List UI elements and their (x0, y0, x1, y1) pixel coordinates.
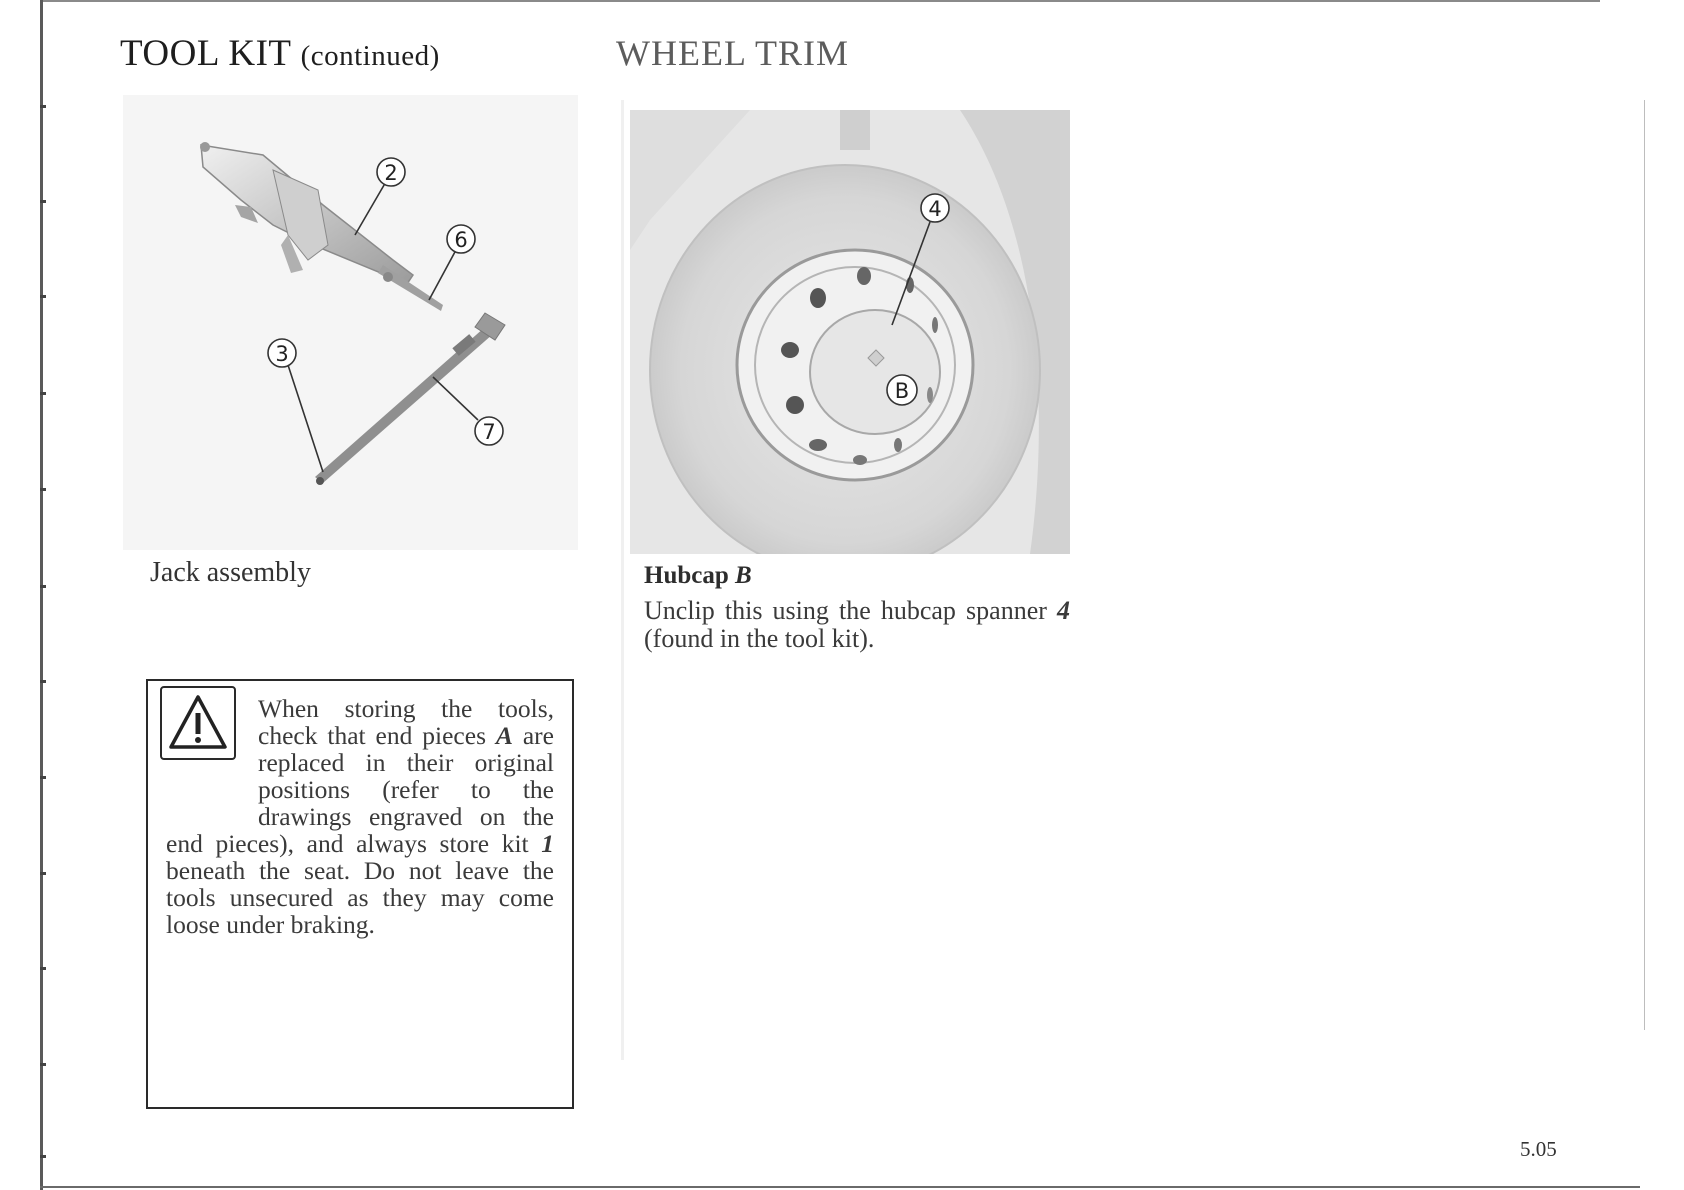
hubcap-caption-ref: B (735, 562, 752, 589)
hubcap-caption-title: Hubcap (644, 562, 729, 589)
callout-6 (447, 225, 475, 253)
binding-tick (40, 776, 46, 779)
callout-label: 3 (275, 342, 289, 366)
binding-tick (40, 392, 46, 395)
callout-7 (475, 417, 503, 445)
callout-label: B (894, 379, 910, 403)
hubcap-figure (630, 110, 1070, 554)
heading-sub: (continued) (300, 40, 440, 72)
hubcap-caption (644, 562, 752, 590)
binding-tick (40, 585, 46, 588)
callout-label: 2 (384, 161, 398, 185)
callout-label: 7 (482, 420, 496, 444)
page-border-top (40, 0, 1600, 2)
warning-text-part: beneath the seat. Do not leave the tools unsecured as they may come loose under braking. (166, 856, 554, 939)
binding-tick (40, 105, 46, 108)
warning-box (146, 679, 574, 1109)
callout-label: 6 (454, 228, 468, 252)
hubcap-text-part: (found in the tool kit). (644, 624, 875, 653)
hubcap-ref-4: 4 (1057, 596, 1070, 625)
binding-tick (40, 967, 46, 970)
callout-4 (921, 194, 949, 222)
callout-b (887, 375, 917, 405)
wheel-rim-illustration (737, 250, 973, 480)
jack-illustration (200, 142, 443, 311)
hubcap-text-part: Unclip this using the hubcap spanner (644, 596, 1057, 625)
binding-tick (40, 680, 46, 683)
page-border-right (1644, 100, 1645, 1030)
heading-main: TOOL KIT (120, 33, 291, 74)
warning-icon (160, 686, 236, 760)
binding-tick (40, 1063, 46, 1066)
warning-text-part: When storing the tools, check that end pieces (258, 694, 554, 750)
page-title-tool-kit (120, 32, 440, 75)
hubcap-instructions (644, 597, 1070, 653)
column-divider (621, 100, 624, 1060)
binding-tick (40, 488, 46, 491)
jack-assembly-figure (123, 95, 578, 550)
jack-assembly-caption: Jack assembly (150, 557, 311, 588)
page-title-wheel-trim: WHEEL TRIM (616, 33, 849, 73)
jack-handle-illustration (315, 313, 505, 485)
binding-tick (40, 295, 46, 298)
binding-tick (40, 1155, 46, 1158)
warning-text-part: are replaced in their original positions (refer to the drawings engraved on the end pieces), and always store kit (166, 721, 554, 858)
callout-label: 4 (928, 197, 942, 221)
warning-ref-a: A (495, 721, 513, 750)
callout-2 (377, 158, 405, 186)
callout-3 (268, 339, 296, 367)
binding-tick (40, 200, 46, 203)
page-border-left (40, 0, 43, 1190)
page-number: 5.05 (1520, 1137, 1557, 1161)
page-border-bottom (40, 1186, 1640, 1188)
binding-tick (40, 872, 46, 875)
warning-ref-1: 1 (541, 829, 554, 858)
